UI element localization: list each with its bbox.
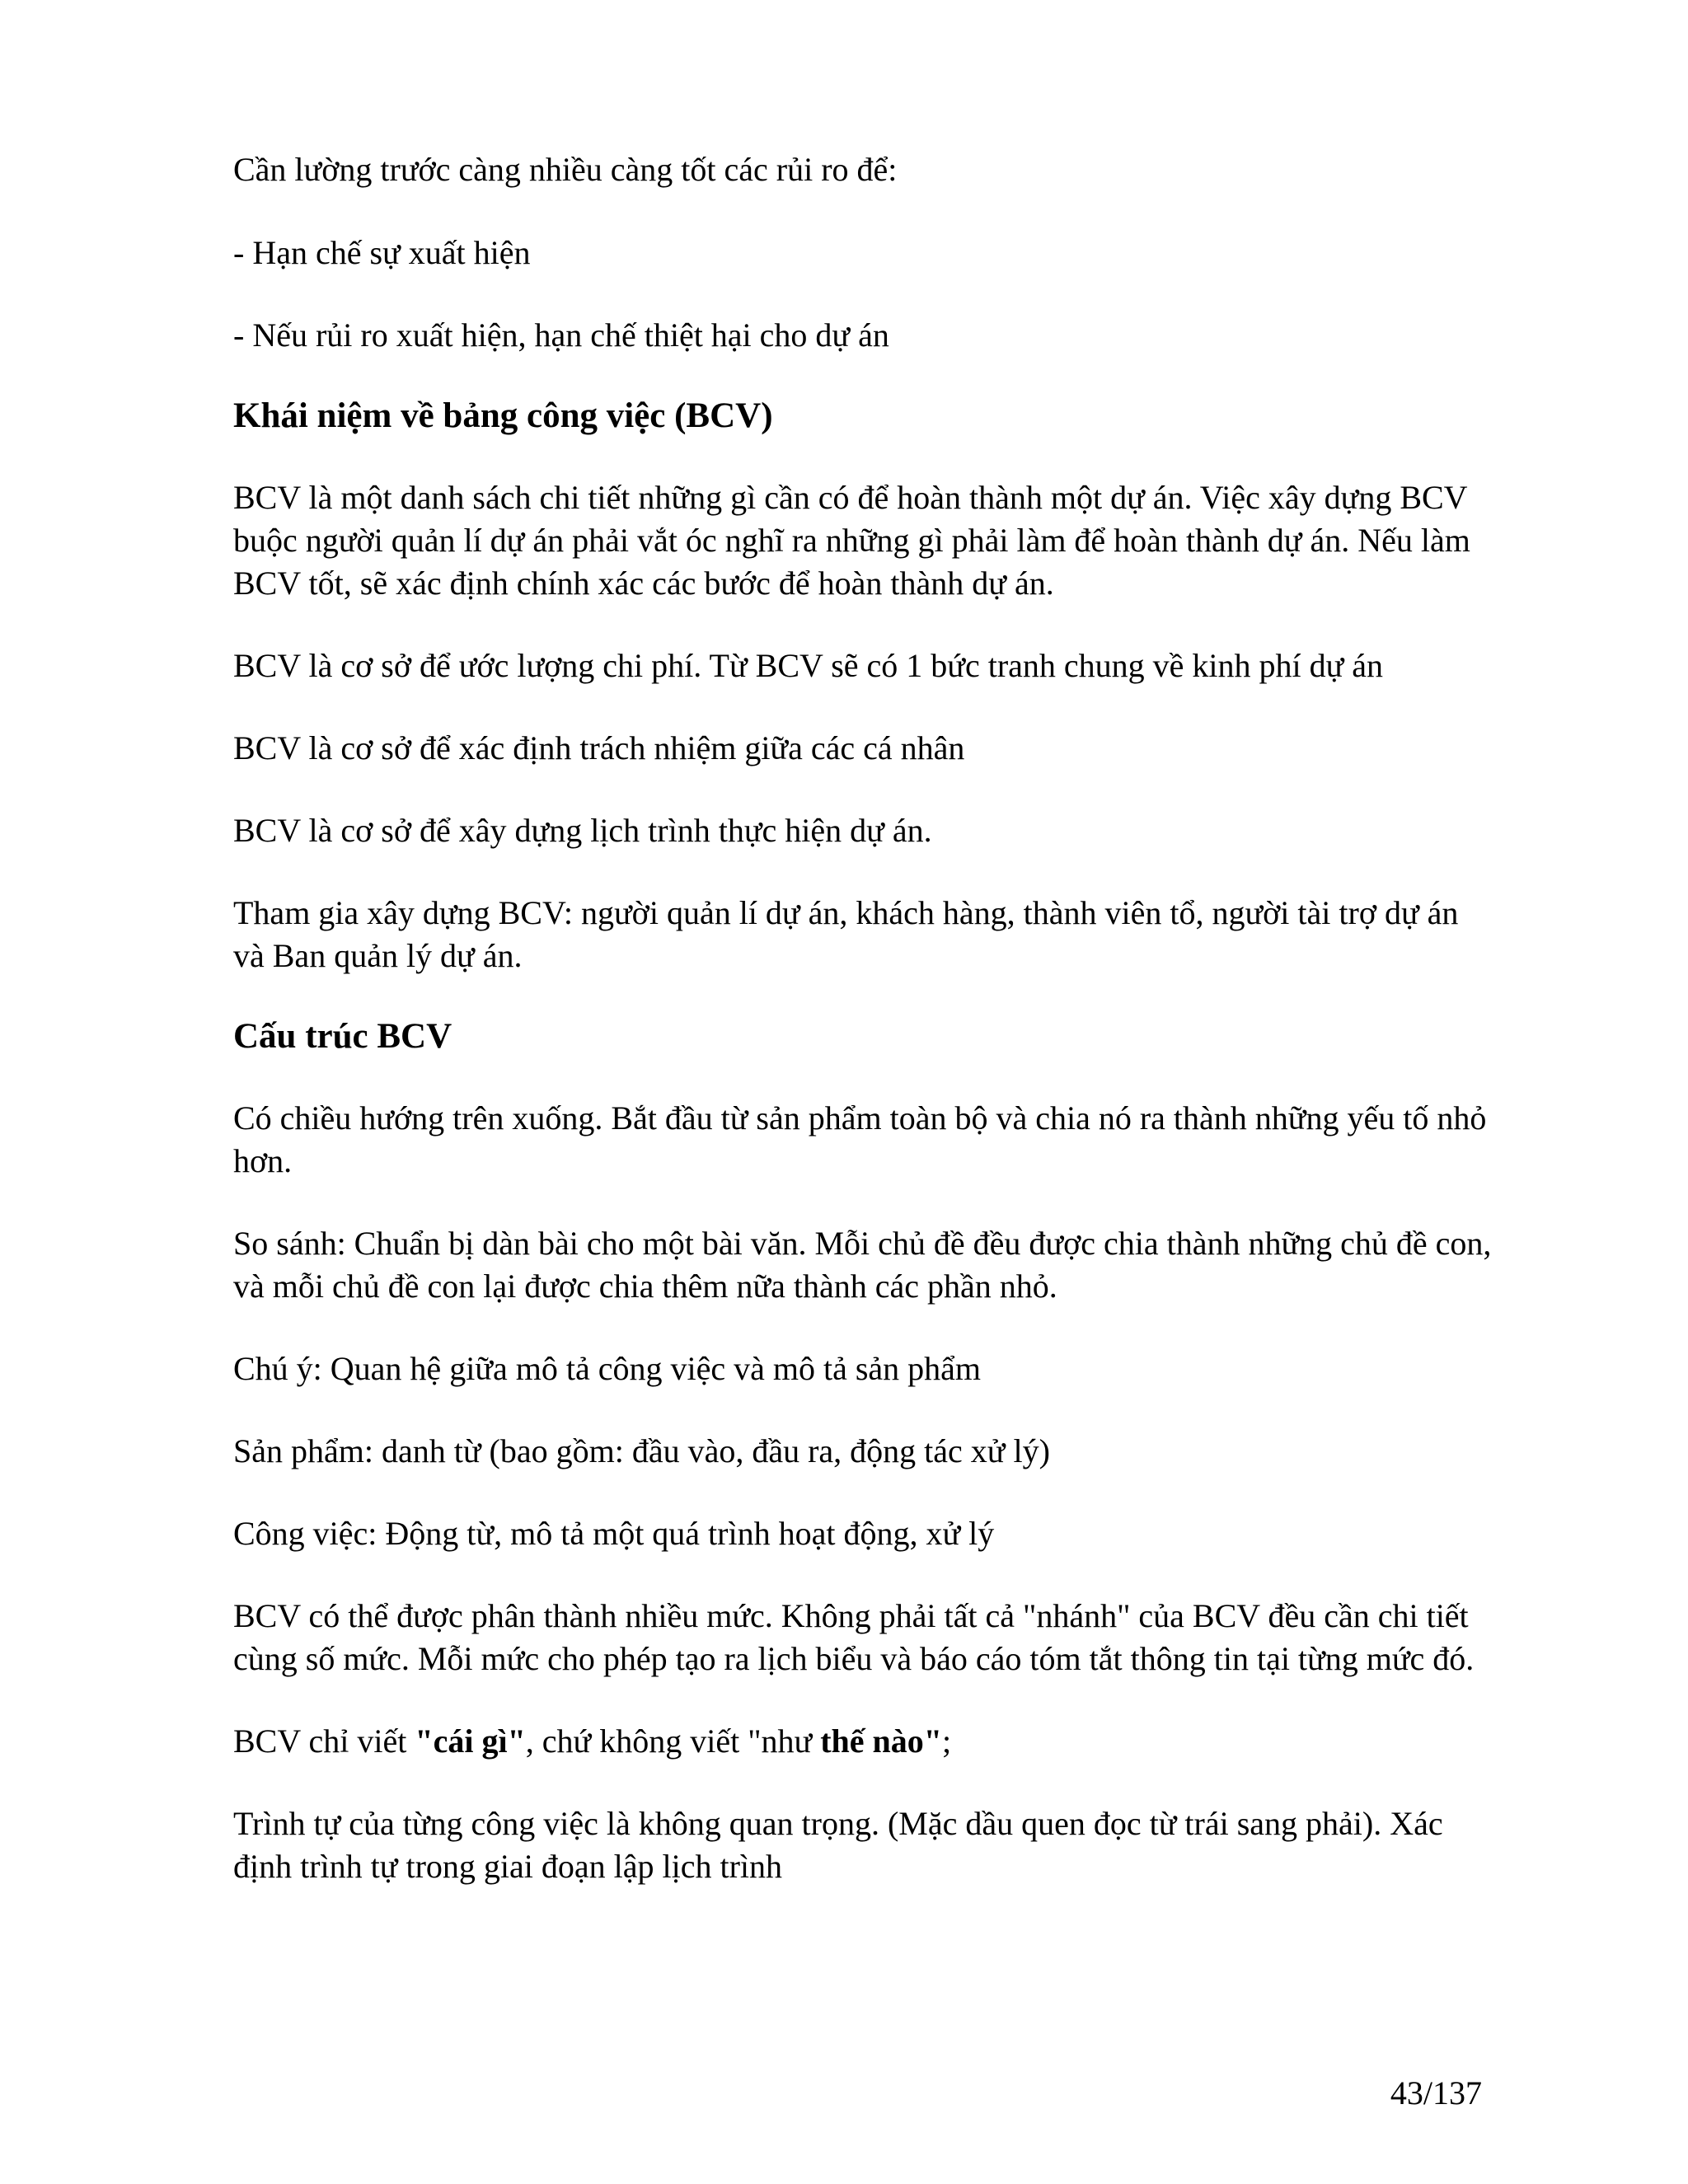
text-run: , chứ không viết "như xyxy=(525,1722,821,1760)
intro-paragraph: Cần lường trước càng nhiều càng tốt các rủi ro để: xyxy=(233,151,898,188)
bullet-item: - Nếu rủi ro xuất hiện, hạn chế thiệt hại cho dự án xyxy=(233,316,889,354)
section-heading: Cấu trúc BCV xyxy=(233,1017,452,1056)
body-paragraph: Trình tự của từng công việc là không quan trọng. (Mặc dầu quen đọc từ trái sang phải). Xác định trình tự trong giai đoạn lập lịch trình xyxy=(233,1805,1443,1885)
body-paragraph: Chú ý: Quan hệ giữa mô tả công việc và mô tả sản phẩm xyxy=(233,1350,982,1387)
body-paragraph: BCV là cơ sở để ước lượng chi phí. Từ BCV sẽ có 1 bức tranh chung về kinh phí dự án xyxy=(233,647,1384,684)
page-number: 43/137 xyxy=(1390,2074,1482,2111)
bold-text: "cái gì" xyxy=(415,1722,526,1760)
body-paragraph: So sánh: Chuẩn bị dàn bài cho một bài văn. Mỗi chủ đề đều được chia thành những chủ đề con, và mỗi chủ đề con lại được chia thêm nữa thành các phần nhỏ. xyxy=(233,1225,1492,1305)
body-paragraph: BCV có thể được phân thành nhiều mức. Không phải tất cả "nhánh" của BCV đều cần chi tiết cùng số mức. Mỗi mức cho phép tạo ra lịch biểu và báo cáo tóm tắt thông tin tại từng mức đó. xyxy=(233,1597,1475,1677)
body-paragraph: BCV là cơ sở để xây dựng lịch trình thực hiện dự án. xyxy=(233,812,932,849)
body-paragraph: Tham gia xây dựng BCV: người quản lí dự án, khách hàng, thành viên tổ, người tài trợ dự án và Ban quản lý dự án. xyxy=(233,894,1459,974)
body-paragraph: BCV là một danh sách chi tiết những gì cần có để hoàn thành một dự án. Việc xây dựng BCV buộc người quản lí dự án phải vắt óc nghĩ ra những gì phải làm để hoàn thành dự án. Nếu làm BCV tốt, sẽ xác định chính xác các bước để hoàn thành dự án. xyxy=(233,479,1470,602)
section-heading: Khái niệm về bảng công việc (BCV) xyxy=(233,396,773,435)
body-paragraph: Công việc: Động từ, mô tả một quá trình hoạt động, xử lý xyxy=(233,1515,995,1552)
text-run: BCV chỉ viết xyxy=(233,1722,415,1760)
bullet-item: - Hạn chế sự xuất hiện xyxy=(233,234,531,271)
body-paragraph: BCV là cơ sở để xác định trách nhiệm giữa các cá nhân xyxy=(233,729,965,766)
text-run: ; xyxy=(941,1722,952,1760)
body-paragraph: Có chiều hướng trên xuống. Bắt đầu từ sản phẩm toàn bộ và chia nó ra thành những yếu tố nhỏ hơn. xyxy=(233,1099,1487,1179)
bold-text: thế nào" xyxy=(820,1722,942,1760)
body-paragraph: Sản phẩm: danh từ (bao gồm: đầu vào, đầu ra, động tác xử lý) xyxy=(233,1432,1050,1469)
document-page xyxy=(233,148,1494,1888)
body-paragraph-mixed xyxy=(233,1720,1494,1763)
